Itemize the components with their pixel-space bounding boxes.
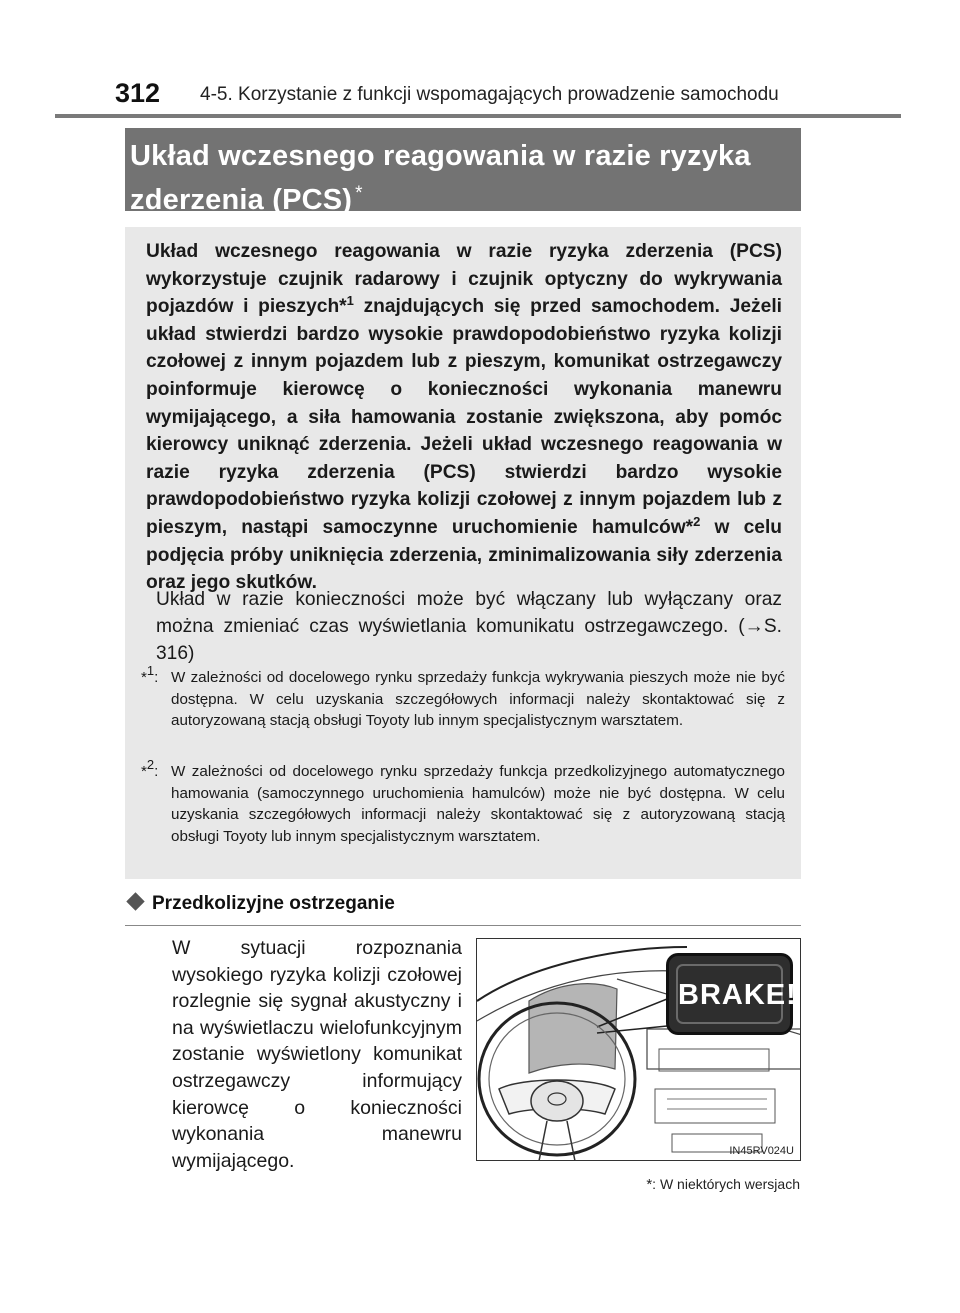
asterisk-icon: * [355,183,363,204]
footnote-1 [141,663,785,732]
brake-warning-display [666,953,797,1035]
footnote-label-star: * [141,669,147,686]
page-number: 312 [115,78,161,108]
diamond-icon [126,892,144,910]
subsection-body: W sytuacji rozpoznania wysokiego ryzyka kolizji czołowej rozlegnie się sygnał akustyczny i na wyświetlaczu wielofunkcyjnym zostanie wyświetlony komunikat ostrzegawczy informujący kierowcę o konieczności wykonania manewru wymijającego. [172,937,462,1172]
footnote-label-2 [141,757,159,783]
version-footnote-text: : W niektórych wersjach [652,1176,800,1192]
title-line-1: Układ wczesnego reagowania w razie ryzyka [130,140,751,172]
version-footnote [646,1176,800,1193]
multi-information-display-highlight [529,984,617,1073]
intro-text-part-3: w celu podjęcia próby uniknięcia zderzenia, zminimalizowania siły zderzenia oraz jego skutków. [146,516,782,594]
climate-panel [655,1089,775,1123]
footnote-label-colon: : [154,763,159,780]
footnote-2 [141,757,785,847]
chapter-title: 4-5. Korzystanie z funkcji wspomagających prowadzenie samochodu [200,84,779,105]
intro-text-part-1: Układ wczesnego reagowania w razie ryzyka zderzenia (PCS) wykorzystuje czujnik radarowy i czujnik optyczny do wykrywania pojazdów i pieszych* [146,241,782,318]
intro-box [125,227,801,879]
subsection-rule [125,925,801,926]
footnote-label-star: * [141,763,147,780]
center-screen [659,1049,769,1071]
intro-text-part-2: znajdujących się przed samochodem. Jeżeli układ stwierdzi bardzo wysokie prawdopodobieństwo ryzyka kolizji czołowej z innym pojazdem lub z pieszym, komunikat ostrzegawczy poinformuje kierowcę o konieczności wykonania manewru wymijającego, a siła hamowania zostanie zwiększona, aby pomóc kierowcy uniknąć zderzenia. Jeżeli układ wczesnego reagowania w razie ryzyka zderzenia (PCS) stwierdzi bardzo wysokie prawdopodobieństwo ryzyka kolizji czołowej z innym pojazdem lub z pieszym, nastąpi samoczynne uruchomienie hamulców* [146,296,782,538]
footnote-label-number: 1 [146,663,155,678]
subsection-heading-text: Przedkolizyjne ostrzeganie [152,893,395,914]
figure-code: IN45RV024U [729,1145,794,1157]
footnote-label-number: 2 [146,757,155,772]
intro-bold-paragraph [146,238,782,597]
asterisk-icon: * [646,1176,653,1193]
steering-wheel-hub [531,1081,583,1121]
footnote-label-colon: : [154,669,159,686]
intro-settings-paragraph: Układ w razie konieczności może być włączany lub wyłączany oraz można zmieniać czas wyświetlania komunikatu ostrzegawczego. (→S. 316) [156,589,782,664]
footnote-ref-2: 2 [693,513,701,529]
section-title [130,137,801,219]
footnote-text-2: W zależności od docelowego rynku sprzedaży funkcja przedkolizyjnego automatycznego hamowania (samoczynnego uruchomienia hamulców) może nie być dostępna. W celu uzyskania szczegółowych informacji należy skontaktować się z autoryzowaną stacją obsługi Toyoty lub innym specjalistycznym warsztatem. [171,763,785,845]
subsection-heading [125,893,395,915]
header-rule [55,114,901,118]
section-title-box [125,128,801,216]
footnote-text-1: W zależności od docelowego rynku sprzedaży funkcja wykrywania pieszych może nie być dostępna. W celu uzyskania szczegółowych informacji należy skontaktować się z autoryzowaną stacją obsługi Toyoty lub innym specjalistycznym warsztatem. [171,669,785,729]
dashboard-illustration [476,938,801,1161]
title-line-2: zderzenia (PCS) [130,184,353,216]
footnote-ref-1: 1 [346,293,354,309]
brake-warning-text: BRAKE! [676,964,783,1024]
footnote-label-1 [141,663,159,689]
